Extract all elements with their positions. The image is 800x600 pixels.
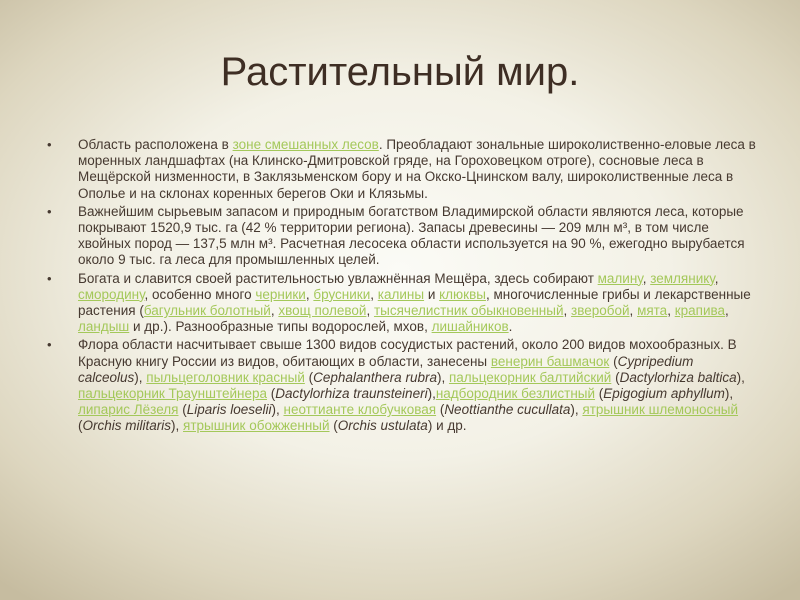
latin-name: Dactylorhiza traunsteineri <box>275 386 428 402</box>
term-link[interactable]: липарис Лёзеля <box>78 402 179 418</box>
bullet-dot-icon: • <box>47 337 52 353</box>
body-text: . Преобладают зональные широколиственно-еловые леса в моренных ландшафтах (на Клинско-Дмитровской гряде, на Гороховецком отроге), сосновые леса в Мещёрской низменности, в Заклязьменском бору и на Окско-Цнинском валу, широколиственные леса в Ополье и на склонах коренных берегов Оки и Клязьмы. <box>78 137 756 201</box>
body-text: ), <box>134 369 147 385</box>
latin-name: Epigogium aphyllum <box>603 386 725 402</box>
body-text: ), <box>570 402 583 418</box>
term-link[interactable]: пальцекорник балтийский <box>448 369 612 385</box>
term-link[interactable]: клюквы <box>439 286 486 302</box>
body-text: , особенно много <box>144 286 256 302</box>
term-link[interactable]: ландыш <box>78 319 130 335</box>
term-link[interactable]: неоттианте клобучковая <box>283 402 437 418</box>
latin-name: Orchis ustulata <box>337 418 428 434</box>
term-link[interactable]: ятрышник обожженный <box>183 418 330 434</box>
term-link[interactable]: малину <box>597 270 643 286</box>
body-text: , многочисленные грибы и лекарственные растения ( <box>78 286 751 319</box>
bullet-list <box>46 137 758 437</box>
body-text: ( <box>329 418 338 434</box>
term-link[interactable]: мята <box>637 303 668 319</box>
body-text: ), <box>436 369 449 385</box>
term-link[interactable]: надбородник безлистный <box>435 386 596 402</box>
term-link[interactable]: смородину <box>78 286 145 302</box>
body-text: , <box>667 303 675 319</box>
body-text: ), <box>427 386 436 402</box>
latin-name: Liparis loeselii <box>186 402 272 418</box>
latin-name: Dactylorhiza baltica <box>619 369 737 385</box>
term-link[interactable]: черники <box>255 286 306 302</box>
body-text: , <box>305 286 314 302</box>
latin-name: Cephalanthera rubra <box>313 369 437 385</box>
body-text: , <box>563 303 572 319</box>
latin-name: Orchis militaris <box>82 418 172 434</box>
body-text: ( <box>267 386 276 402</box>
body-text: ), <box>724 386 734 402</box>
bullet-dot-icon: • <box>47 137 52 152</box>
term-link[interactable]: зверобой <box>571 303 630 319</box>
latin-name: Cypripedium calceolus <box>78 353 694 385</box>
slide-title: Растительный мир. <box>220 50 580 94</box>
bullet-item <box>46 204 758 269</box>
term-link[interactable]: ятрышник шлемоносный <box>582 402 739 418</box>
body-text: ( <box>436 402 445 418</box>
body-text: . <box>508 319 513 335</box>
body-text: , <box>629 303 638 319</box>
body-text: ) и др. <box>427 418 467 434</box>
body-text: ( <box>609 353 618 369</box>
body-text: , <box>270 303 279 319</box>
bullet-dot-icon: • <box>47 203 52 219</box>
body-text: ( <box>611 369 620 385</box>
term-link[interactable]: пыльцеголовник красный <box>146 369 305 385</box>
term-link[interactable]: пальцекорник Траунштейнера <box>78 386 267 402</box>
body-text: , <box>714 270 719 286</box>
bullet-item <box>46 137 758 202</box>
term-link[interactable]: венерин башмачок <box>490 353 610 369</box>
body-text: ), <box>171 418 184 434</box>
bullet-item <box>46 271 758 336</box>
body-text: , <box>366 303 374 319</box>
body-text: , <box>370 286 378 302</box>
latin-name: Neottianthe cucullata <box>444 402 571 418</box>
term-link[interactable]: лишайников <box>431 319 509 335</box>
term-link[interactable]: багульник болотный <box>143 303 271 319</box>
bullet-item <box>46 337 758 434</box>
body-text: ( <box>178 402 187 418</box>
body-text: и др.). Разнообразные типы водорослей, мхов, <box>129 319 432 335</box>
body-text: и <box>424 286 440 302</box>
term-link[interactable]: землянику <box>650 270 715 286</box>
body-text: Область расположена в <box>78 137 233 152</box>
term-link[interactable]: хвощ полевой <box>278 303 367 319</box>
bullet-dot-icon: • <box>47 270 52 286</box>
term-link[interactable]: тысячелистник обыкновенный <box>373 303 564 319</box>
body-text: ), <box>271 402 284 418</box>
term-link[interactable]: крапива <box>674 303 726 319</box>
body-text: , <box>725 303 729 319</box>
body-text: Флора области насчитывает свыше 1300 видов сосудистых растений, около 200 видов мохообразных. В Красную книгу России из видов, обитающих в области, занесены <box>78 337 737 369</box>
body-text: ( <box>304 369 314 385</box>
body-text: , <box>642 270 651 286</box>
term-link[interactable]: брусники <box>313 286 371 302</box>
body-text: ( <box>595 386 604 402</box>
body-text: Важнейшим сырьевым запасом и природным богатством Владимирской области являются леса, которые покрывают 1520,9 тыс. га (42 % территории региона). Запасы древесины — 209 млн м³, в том числе хвойных пород — 137,5 млн м³. Расчетная лесосека области используется на 90 %, ежегодно вырубается около 9 тыс. га леса для промышленных целей. <box>78 203 745 268</box>
body-text: ( <box>78 418 83 434</box>
term-link[interactable]: калины <box>377 286 425 302</box>
term-link[interactable]: зоне смешанных лесов <box>232 137 379 152</box>
body-text: Богата и славится своей растительностью увлажнённая Мещёра, здесь собирают <box>78 270 598 286</box>
body-text: ), <box>736 369 745 385</box>
